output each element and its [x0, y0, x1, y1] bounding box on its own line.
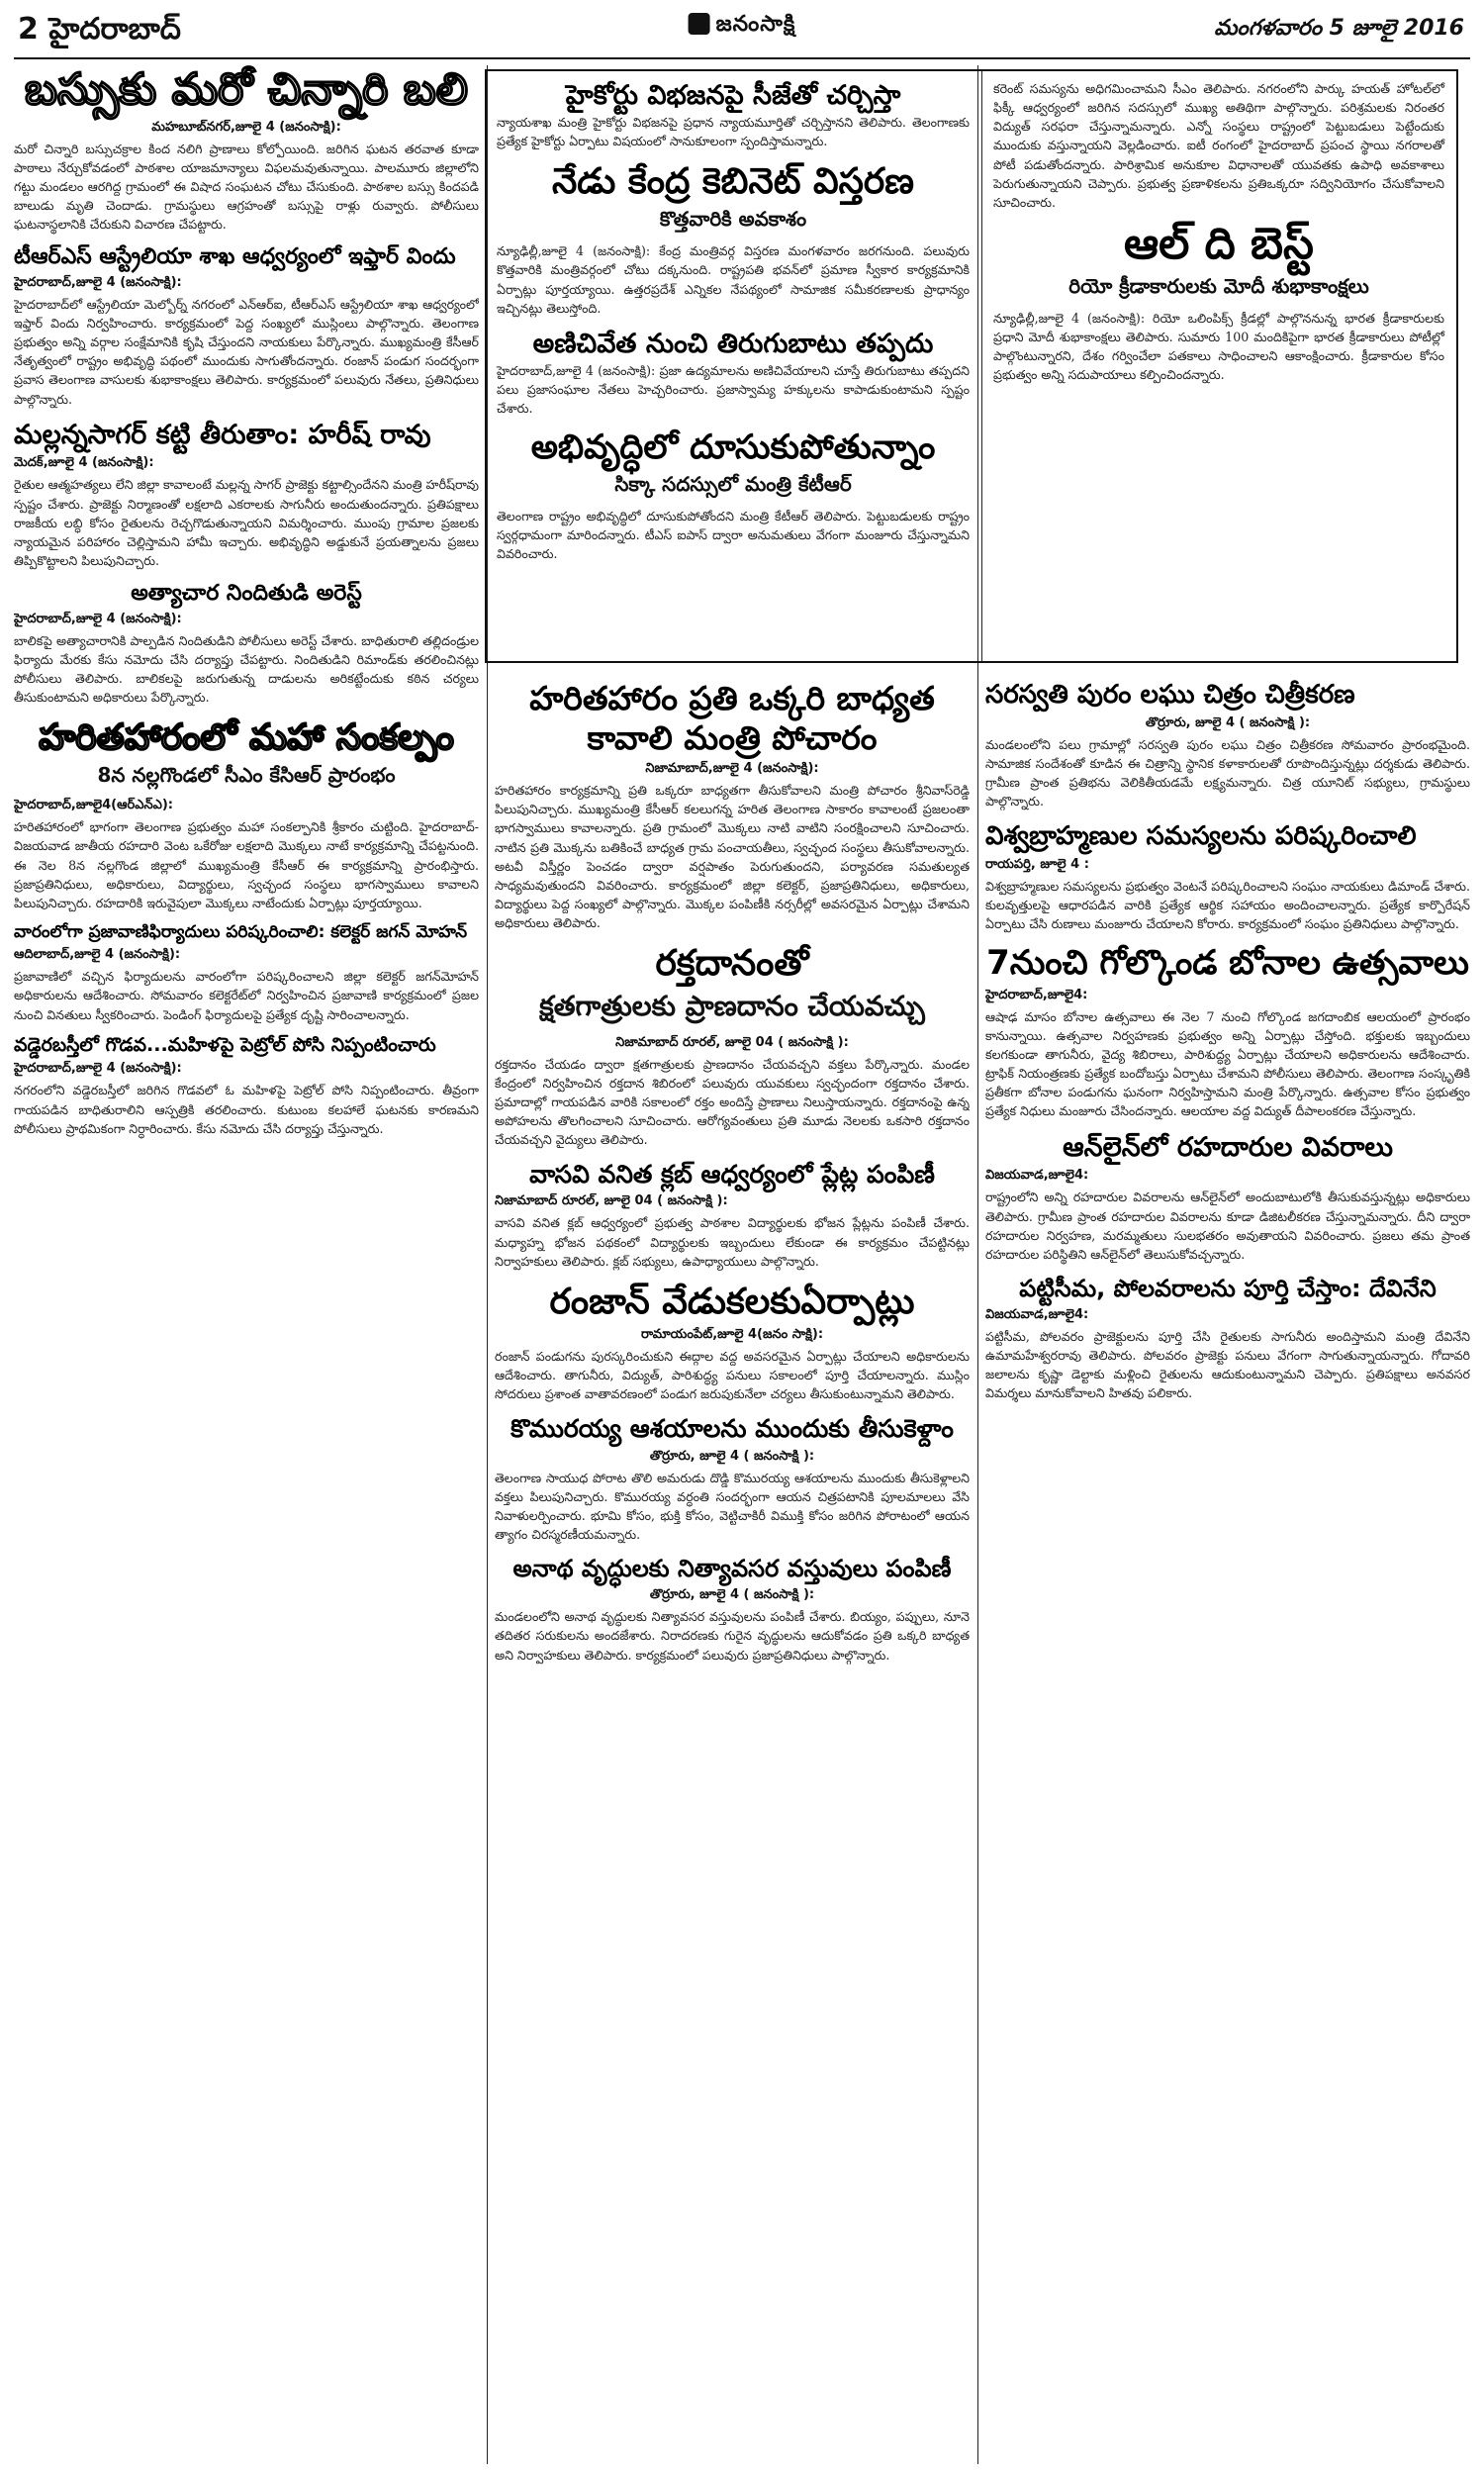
- headline: నేడు కేంద్ర కెబినెట్‌ విస్తరణ: [552, 161, 914, 203]
- headline: వాసవి వనిత క్లబ్‌ ఆధ్వర్యంలో ప్లేట్ల పంపిణీ: [529, 1160, 935, 1189]
- dateline: మహబూబ్‌నగర్,జూలై 4 (జనంసాక్షి):: [151, 119, 341, 135]
- headline: అణిచివేత నుంచి తిరుగుబాటు తప్పదు: [532, 328, 934, 359]
- story-elderly: [495, 1554, 970, 1664]
- subheadline: కొత్తవారికి అవకాశం: [659, 207, 807, 232]
- dateline: తొర్రూరు, జూలై 4 ( జనంసాక్షి ):: [1145, 714, 1311, 730]
- story-haritha-haram-cm: [14, 716, 479, 912]
- story-development: [497, 428, 970, 563]
- right-column: [985, 679, 1470, 2464]
- story-haritha-haram-pocharam: [495, 679, 970, 932]
- story-cabinet: [497, 160, 970, 318]
- dateline: నిజామాబాద్‌ రూరల్‌, జూలై 04 ( జనంసాక్షి ):: [495, 1193, 728, 1209]
- subheadline: సిక్కా సదస్సులో మంత్రి కేటీఆర్‌: [614, 471, 852, 496]
- headline: మల్లన్నసాగర్‌ కట్టి తీరుతాం: హరీష్‌ రావు: [14, 419, 431, 450]
- dateline: హైదరాబాద్‌,జూలై 4 (జనంసాక్షి):: [14, 274, 182, 290]
- story-body: తెలంగాణ రాష్ట్రం అభివృద్ధిలో దూసుకుపోతోందని మంత్రి కేటీఆర్‌ తెలిపారు. పెట్టుబడులకు రాష్ట్రం స్వర్గధామంగా మారిందన్నారు. టీఎస్‌ ఐపాస్‌ ద్వారా అనుమతులు వేగంగా మంజూరు చేస్తున్నామని వివరించారు.: [497, 508, 970, 562]
- story-iftar: [14, 243, 479, 408]
- headline: రక్తదానంతో: [655, 943, 809, 985]
- story-body: న్యాయశాఖ మంత్రి హైకోర్టు విభజనపై ప్రధాన న్యాయమూర్తితో చర్చిస్తానని తెలిపారు. తెలంగాణకు ప్రత్యేక హైకోర్టు ఏర్పాటు విషయంలో సానుకూలంగా స్పందిస్తామన్నారు.: [497, 114, 970, 148]
- story-body: రంజాన్‌ పండుగను పురస్కరించుకుని ఈద్గాల వద్ద అవసరమైన ఏర్పాట్లు చేయాలని అధికారులను ఆదేశించారు. తాగునీరు, విద్యుత్‌, పారిశుద్ధ్య పనులు సకాలంలో పూర్తి చేయాలన్నారు. ముస్లిం సోదరులు ప్రశాంత వాతావరణంలో పండుగ జరుపుకునేలా చర్యలు తీసుకుంటున్నామని తెలిపారు.: [495, 1349, 970, 1402]
- story-body: నగరంలోని వడ్డెరబస్తీలో జరిగిన గొడవలో ఓ మహిళపై పెట్రోల్‌ పోసి నిప్పంటించారు. తీవ్రంగా గాయపడిన బాధితురాలిని ఆస్పత్రికి తరలించారు. కుటుంబ కలహాలే ఘటనకు కారణమని పోలీసులు ప్రాథమికంగా నిర్ధారించారు. కేసు నమోదు చేసి దర్యాప్తు చేస్తున్నారు.: [14, 1083, 479, 1136]
- headline: 7నుంచి గోల్కొండ బోనాల ఉత్సవాలు: [986, 942, 1469, 983]
- headline: అనాథ వృద్ధులకు నిత్యావసర వస్తువులు పంపిణీ: [512, 1555, 952, 1583]
- story-suppression: [497, 328, 970, 418]
- headline: విశ్వబ్రాహ్మణుల సమస్యలను పరిష్కరించాలి: [985, 821, 1417, 852]
- story-body: పట్టిసీమ, పోలవరం ప్రాజెక్టులను పూర్తి చేసి రైతులకు సాగునీరు అందిస్తామని మంత్రి దేవినేని ఉమామహేశ్వరరావు తెలిపారు. పోలవరం ప్రాజెక్టు పనులు వేగంగా సాగుతున్నాయన్నారు. గోదావరి జలాలను కృష్ణా డెల్టాకు మళ్లించి రైతులను ఆదుకుంటున్నామని చెప్పారు. ప్రతిపక్షాలు అనవసర విమర్శలు మానుకోవాలని హితవు పలికారు.: [985, 1328, 1470, 1401]
- story-body: విశ్వబ్రాహ్మణుల సమస్యలను ప్రభుత్వం వెంటనే పరిష్కరించాలని సంఘం నాయకులు డిమాండ్‌ చేశారు. కులవృత్తులపై ఆధారపడిన వారికి ప్రత్యేక ఆర్థిక సహాయం అందించాలన్నారు. ప్రత్యేక కార్పొరేషన్‌ ఏర్పాటు చేసి రుణాలు మంజూరు చేయాలని కోరారు. కార్యక్రమంలో సంఘం ప్రతినిధులు పాల్గొన్నారు.: [985, 878, 1470, 931]
- story-body: వాసవి వనిత క్లబ్‌ ఆధ్వర్యంలో ప్రభుత్వ పాఠశాల విద్యార్థులకు భోజన ప్లేట్లను పంపిణీ చేశారు. మధ్యాహ్న భోజన పథకంలో విద్యార్థులకు ఇబ్బందులు లేకుండా ఈ కార్యక్రమం చేపట్టినట్లు నిర్వాహకులు తెలిపారు. క్లబ్‌ సభ్యులు, ఉపాధ్యాయులు పాల్గొన్నారు.: [495, 1215, 970, 1269]
- story-body: బాలికపై అత్యాచారానికి పాల్పడిన నిందితుడిని పోలీసులు అరెస్ట్‌ చేశారు. బాధితురాలి తల్లిదండ్రుల ఫిర్యాదు మేరకు కేసు నమోదు చేసి దర్యాప్తు చేపట్టారు. నిందితుడిని రిమాండ్‌కు తరలించినట్లు పోలీసులు తెలిపారు. బాలికలపై జరుగుతున్న దాడులను అరికట్టేందుకు కఠిన చర్యలు తీసుకుంటామని అధికారులు పేర్కొన్నారు.: [14, 632, 479, 706]
- story-bus-accident: [14, 65, 479, 234]
- story-body: రాష్ట్రంలోని అన్ని రహదారుల వివరాలను ఆన్‌లైన్‌లో అందుబాటులోకి తీసుకువస్తున్నట్లు అధికారులు తెలిపారు. గ్రామీణ ప్రాంత రహదారుల వివరాలను కూడా డిజిటలీకరణ చేస్తున్నామన్నారు. దీని ద్వారా రహదారుల నిర్వహణ, మరమ్మతులు సులభతరం అవుతాయని వివరించారు. ప్రజలు తమ ప్రాంత రహదారుల పరిస్థితిని ఆన్‌లైన్‌లో తెలుసుకోవచ్చన్నారు.: [985, 1189, 1470, 1262]
- headline: ఆన్‌లైన్‌లో రహదారుల వివరాలు: [1063, 1131, 1393, 1163]
- story-body: ఆషాఢ మాసం బోనాల ఉత్సవాలు ఈ నెల 7 నుంచి గోల్కొండ జగదాంబిక ఆలయంలో ప్రారంభం కానున్నాయి. ఉత్సవాల నిర్వహణకు ప్రభుత్వం అన్ని ఏర్పాట్లు చేస్తోంది. భక్తులకు ఇబ్బందులు కలగకుండా తాగునీరు, వైద్య శిబిరాలు, పారిశుద్ధ్య ఏర్పాట్లు చేయాలని అధికారులను ఆదేశించారు. ట్రాఫిక్‌ నియంత్రణకు ప్రత్యేక బందోబస్తు ఏర్పాటు చేశామని పోలీసులు తెలిపారు. తెలంగాణ సంస్కృతికి ప్రతీకగా బోనాల పండుగను ఘనంగా నిర్వహిస్తామని మంత్రి పేర్కొన్నారు. ఉత్సవాల కోసం ప్రభుత్వం ప్రత్యేక నిధులు మంజూరు చేసిందన్నారు. ఆలయాల వద్ద విద్యుత్‌ దీపాలంకరణ చేస్తున్నారు.: [985, 1008, 1470, 1119]
- story-body: మండలంలోని పలు గ్రామాల్లో సరస్వతి పురం లఘు చిత్రం చిత్రీకరణ సోమవారం ప్రారంభమైంది. సామాజిక సందేశంతో కూడిన ఈ చిత్రాన్ని స్థానిక కళాకారులతో రూపొందిస్తున్నట్లు దర్శకుడు తెలిపారు. గ్రామీణ ప్రాంత ప్రతిభను వెలికితీయడమే లక్ష్యమన్నారు. చిత్ర యూనిట్‌ సభ్యులు, గ్రామస్థులు పాల్గొన్నారు.: [985, 736, 1470, 809]
- dateline: ఆదిలాబాద్‌,జూలై 4 (జనంసాక్షి):: [14, 947, 181, 963]
- dateline: విజయవాడ,జూలై4:: [985, 1306, 1089, 1322]
- story-online-roads: [985, 1131, 1470, 1264]
- dateline: మెదక్‌,జూలై 4 (జనంసాక్షి):: [14, 455, 154, 471]
- dateline: హైదరాబాద్‌,జూలై4(ఆర్‌ఎన్‌ఎ):: [14, 798, 173, 813]
- page-label: 2 హైదరాబాద్: [18, 12, 181, 47]
- story-saraswathi-puram: [985, 679, 1470, 810]
- story-body: మరో చిన్నారి బస్సుచక్రాల కింద నలిగి ప్రాణాలు కోల్పోయింది. జరిగిన ఘటన తరవాత కూడా పాఠాలు నేర్చుకోవడంలో పాఠశాల యాజమాన్యాలు విఫలమవుతున్నాయి. పాలమూరు జిల్లాలోని గట్టు మండలం ఆరగిద్ద గ్రామంలో ఈ విషాద సంఘటన చోటు చేసుకుంది. పాఠశాల బస్సు కిందపడి బాలుడు మృతి చెందాడు. గ్రామస్థులు ఆగ్రహంతో బస్సుపై రాళ్లు రువ్వారు. పోలీసులు ఘటనాస్థలానికి చేరుకుని విచారణ చేపట్టారు.: [14, 141, 479, 233]
- boxed-left: [497, 79, 970, 573]
- story-body: హైదరాబాద్‌లో ఆస్ట్రేలియా మెల్బోర్న్‌ నగరంలో ఎన్‌ఆర్‌ఐ, టీఆర్‌ఎస్‌ ఆస్ట్రేలియా శాఖ ఆధ్వర్యంలో ఇఫ్తార్‌ విందు నిర్వహించారు. కార్యక్రమంలో పెద్ద సంఖ్యలో ముస్లింలు పాల్గొన్నారు. తెలంగాణ ప్రభుత్వం అన్ని వర్గాల సంక్షేమానికి కృషి చేస్తుందని నాయకులు పేర్కొన్నారు. ముఖ్యమంత్రి కేసీఆర్‌ నేతృత్వంలో రాష్ట్రం అభివృద్ధి పథంలో ముందుకు సాగుతోందన్నారు. రంజాన్‌ పండుగ సందర్భంగా ప్రవాస తెలంగాణ వాసులకు శుభాకాంక్షలు తెలిపారు. కార్యక్రమంలో పలువురు నేతలు, ప్రతినిధులు పాల్గొన్నారు.: [14, 296, 479, 407]
- headline: హరితహారం ప్రతి ఒక్కరి బాధ్యత కావాలి మంత్రి పోచారం: [529, 679, 935, 757]
- headline: బస్సుకు మరో చిన్నారి బలి: [25, 65, 468, 115]
- story-mallannasagar: [14, 419, 479, 570]
- headline: హరితహారంలో మహా సంకల్పం: [39, 717, 454, 759]
- dateline: తొర్రూరు, జూలై 4 ( జనంసాక్షి ):: [649, 1448, 815, 1464]
- story-blood-donation: [495, 942, 970, 1149]
- masthead: [14, 0, 1470, 59]
- headline: అత్యాచార నిందితుడి అరెస్ట్‌: [131, 581, 362, 607]
- dateline: హైదరాబాద్‌,జూలై 4 (జనంసాక్షి):: [14, 1061, 182, 1077]
- dateline: విజయవాడ,జూలై4:: [985, 1168, 1089, 1184]
- left-column: [14, 65, 479, 2464]
- headline: హైకోర్టు విభజనపై సీజేతో చర్చిస్తా: [565, 80, 901, 111]
- story-body: ప్రజావాణిలో వచ్చిన ఫిర్యాదులను వారంలోగా పరిష్కరించాలని జిల్లా కలెక్టర్‌ జగన్‌మోహన్‌ అధికారులను ఆదేశించారు. సోమవారం కలెక్టరేట్‌లో నిర్వహించిన ప్రజావాణి కార్యక్రమంలో ప్రజల నుంచి వినతులు స్వీకరించారు. పెండింగ్‌ ఫిర్యాదులపై ప్రత్యేక దృష్టి సారించాలన్నారు.: [14, 969, 479, 1022]
- story-body: హైదరాబాద్‌,జూలై 4 (జనంసాక్షి): ప్రజా ఉద్యమాలను అణిచివేయాలని చూస్తే తిరుగుబాటు తప్పదని పలు ప్రజాసంఘాల నేతలు హెచ్చరించారు. ప్రజాస్వామ్య హక్కులను కాపాడుకుంటామని స్పష్టం చేశారు.: [497, 362, 970, 416]
- subheadline: 8న నల్లగొండలో సీఎం కేసిఆర్‌ ప్రారంభం: [97, 763, 396, 788]
- boxed-right: [993, 79, 1444, 394]
- story-body-continued: కరెంట్‌ సమస్యను అధిగమించామని సీఎం తెలిపారు. నగరంలోని పార్కు హయత్‌ హోటల్‌లో ఫిక్కీ ఆధ్వర్యంలో జరిగిన సదస్సులో ముఖ్య అతిథిగా పాల్గొన్నారు. పరిశ్రమలకు నిరంతర విద్యుత్‌ సరఫరా చేస్తున్నామన్నారు. ఎన్నో సంస్థలు రాష్ట్రంలో పెట్టుబడులు పెట్టేందుకు ముందుకు వస్తున్నాయని వెల్లడించారు. ఐటీ రంగంలో హైదరాబాద్‌ ప్రపంచ స్థాయి నగరాలతో పోటీ పడుతోందన్నారు. పారిశ్రామిక అనుకూల విధానాలతో యువతకు ఉపాధి అవకాశాలు పెరుగుతున్నాయని చెప్పారు. ప్రభుత్వ ప్రణాళికలను ప్రతిఒక్కరూ సద్వినియోగం చేసుకోవాలని సూచించారు.: [993, 81, 1444, 210]
- headline: ఆల్‌ ది బెస్ట్‌: [1124, 218, 1314, 269]
- story-prajavani: [14, 922, 479, 1024]
- dateline: హైదరాబాద్‌,జూలై4:: [985, 987, 1088, 1002]
- subheadline: రియో క్రీడాకారులకు మోదీ శుభాకాంక్షలు: [1068, 273, 1369, 298]
- headline: కొమురయ్య ఆశయాలను ముందుకు తీసుకెళ్దాం: [510, 1414, 954, 1444]
- dateline: రాయపర్తి, జూలై 4 :: [985, 856, 1089, 872]
- middle-column: [495, 679, 970, 2464]
- story-body: న్యూఢిల్లీ,జూలై 4 (జనంసాక్షి): కేంద్ర మంత్రివర్గ విస్తరణ మంగళవారం జరగనుంది. పలువురు కొత్తవారికి మంత్రివర్గంలో చోటు దక్కనుంది. రాష్ట్రపతి భవన్‌లో ప్రమాణ స్వీకార కార్యక్రమానికి ఏర్పాట్లు పూర్తయ్యాయి. ఉత్తరప్రదేశ్‌ ఎన్నికల నేపథ్యంలో సామాజిక సమీకరణాలకు ప్రాధాన్యం ఇచ్చినట్లు తెలుస్తోంది.: [497, 243, 970, 316]
- story-high-court: [497, 79, 970, 150]
- paper-name: [689, 12, 796, 42]
- story-body: మండలంలోని అనాథ వృద్ధులకు నిత్యావసర వస్తువులను పంపిణీ చేశారు. బియ్యం, పప్పులు, నూనె తదితర సరుకులను అందజేశారు. నిరాదరణకు గురైన వృద్ధులను ఆదుకోవడం ప్రతి ఒక్కరి బాధ్యత అని నిర్వాహకులు తెలిపారు. కార్యక్రమంలో పలువురు ప్రజాప్రతినిధులు పాల్గొన్నారు.: [495, 1609, 970, 1663]
- story-body: న్యూఢిల్లీ,జూలై 4 (జనంసాక్షి): రియో ఒలింపిక్స్‌ క్రీడల్లో పాల్గొననున్న భారత క్రీడాకారులకు ప్రధాని మోదీ శుభాకాంక్షలు తెలిపారు. సుమారు 100 మందికిపైగా భారత క్రీడాకారులు పోటీల్లో పాల్గొంటున్నారని, దేశం గర్వించేలా పతకాలు సాధించాలని ఆకాంక్షించారు. క్రీడాకారుల కోసం ప్రభుత్వం అన్ని సదుపాయాలు కల్పించిందన్నారు.: [993, 310, 1444, 382]
- story-body: హరితహారం కార్యక్రమాన్ని ప్రతి ఒక్కరూ బాధ్యతగా తీసుకోవాలని మంత్రి పోచారం శ్రీనివాస్‌రెడ్డి పిలుపునిచ్చారు. ముఖ్యమంత్రి కేసీఆర్‌ కలలుగన్న హరిత తెలంగాణ సాకారం కావాలంటే ప్రజలంతా భాగస్వాములు కావాలన్నారు. ప్రతి గ్రామంలో మొక్కలు నాటి వాటిని సంరక్షించాలని సూచించారు. నాటిన ప్రతి మొక్కను బతికించే బాధ్యత గ్రామ పంచాయతీలు, స్వచ్ఛంద సంస్థలు తీసుకోవాలన్నారు. అటవీ విస్తీర్ణం పెంచడం ద్వారా వర్షపాతం పెరుగుతుందని, పర్యావరణ సమతుల్యత సాధ్యమవుతుందని వివరించారు. కార్యక్రమంలో జిల్లా కలెక్టర్‌, ప్రజాప్రతినిధులు, అధికారులు, విద్యార్థులు పెద్ద సంఖ్యలో పాల్గొన్నారు. మొక్కల పంపిణీకి నర్సరీల్లో అవసరమైన ఏర్పాట్లు చేశామని అధికారులు తెలిపారు.: [495, 783, 970, 931]
- headline: వారంలోగా ప్రజావాణిఫిర్యాదులు పరిష్కరించాలి: కలెక్టర్‌ జగన్‌ మోహన్‌: [14, 922, 468, 943]
- headline: వడ్డెరబస్తీలో గొడవ...మహిళపై పెట్రోల్‌ పోసి నిప్పంటించారు: [14, 1033, 436, 1056]
- story-pattiseema: [985, 1274, 1470, 1403]
- story-ramzan: [495, 1281, 970, 1404]
- dateline: నిజామాబాద్‌ రూరల్‌, జూలై 04 ( జనంసాక్షి ):: [615, 1034, 849, 1050]
- headline: అభివృద్ధిలో దూసుకుపోతున్నాం: [530, 427, 936, 467]
- paper-logo-icon: [689, 13, 710, 35]
- story-vadderabasti: [14, 1034, 479, 1138]
- dateline: తొర్రూరు, జూలై 4 ( జనంసాక్షి ):: [649, 1587, 815, 1603]
- date-line: మంగళవారం 5 జూలై 2016: [1214, 16, 1464, 41]
- dateline: రామాయంపేట్‌,జూలై 4(జనం సాక్షి):: [640, 1327, 824, 1343]
- story-vishwabrahmin: [985, 820, 1470, 933]
- story-vasavi-club: [495, 1159, 970, 1271]
- subheadline: క్షతగాత్రులకు ప్రాణదానం చేయవచ్చు: [539, 989, 925, 1022]
- story-body: హరితహారంలో భాగంగా తెలంగాణ ప్రభుత్వం మహా సంకల్పానికి శ్రీకారం చుట్టింది. హైదరాబాద్‌-విజయవాడ జాతీయ రహదారి వెంట ఒకేరోజు లక్షలాది మొక్కలు నాటే కార్యక్రమాన్ని చేపట్టనుంది. ఈ నెల 8న నల్లగొండ జిల్లాలో ముఖ్యమంత్రి కేసీఆర్‌ ఈ కార్యక్రమాన్ని ప్రారంభిస్తారు. ప్రజాప్రతినిధులు, అధికారులు, విద్యార్థులు, స్వచ్ఛంద సంస్థలు భాగస్వాములు కావాలని పిలుపునిచ్చారు. రహదారికి ఇరువైపులా మొక్కలు నాటేందుకు ఏర్పాట్లు పూర్తయ్యాయి.: [14, 819, 479, 910]
- headline: పట్టిసీమ, పోలవరాలను పూర్తి చేస్తాం: దేవినేని: [1019, 1274, 1437, 1302]
- story-arrest: [14, 580, 479, 707]
- headline: సరస్వతి పురం లఘు చిత్రం చిత్రీకరణ: [985, 680, 1355, 710]
- boxed-divider: [981, 71, 982, 661]
- headline: రంజాన్‌ వేడుకలకుఏర్పాట్లు: [549, 1281, 915, 1322]
- dateline: హైదరాబాద్‌,జూలై 4 (జనంసాక్షి):: [14, 611, 182, 626]
- story-komuraiah: [495, 1413, 970, 1544]
- paper-name-text: జనంసాక్షి: [715, 12, 796, 37]
- story-golconda-bonalu: [985, 943, 1470, 1121]
- story-body: రక్తదానం చేయడం ద్వారా క్షతగాత్రులకు ప్రాణదానం చేయవచ్చని వక్తలు పేర్కొన్నారు. మండల కేంద్రంలో నిర్వహించిన రక్తదాన శిబిరంలో పలువురు యువకులు స్వచ్ఛందంగా రక్తదానం చేశారు. ప్రమాదాల్లో గాయపడిన వారికి సకాలంలో రక్తం అందిస్తే ప్రాణాలు నిలుస్తాయన్నారు. రక్తదానంపై ఉన్న అపోహలను తొలగించాలని సూచించారు. ఆరోగ్యవంతులు ప్రతి మూడు నెలలకు ఒకసారి రక్తదానం చేయవచ్చని వైద్యులు తెలిపారు.: [495, 1056, 970, 1148]
- story-all-the-best: [993, 220, 1444, 384]
- headline: టీఆర్‌ఎస్‌ ఆస్ట్రేలియా శాఖ ఆధ్వర్యంలో ఇఫ్తార్‌ విందు: [14, 244, 456, 270]
- story-body: రైతుల ఆత్మహత్యలు లేని జిల్లా కావాలంటే మల్లన్న సాగర్‌ ప్రాజెక్టు కట్టాల్సిందేనని మంత్రి హరీష్‌రావు స్పష్టం చేశారు. ప్రాజెక్టు నిర్మాణంతో లక్షలాది ఎకరాలకు సాగునీరు అందుతుందన్నారు. ప్రతిపక్షాలు రాజకీయ లబ్ధి కోసం రైతులను రెచ్చగొడుతున్నాయని విమర్శించారు. ముంపు గ్రామాల ప్రజలకు న్యాయమైన పరిహారం చెల్లిస్తామని హామీ ఇచ్చారు. అభివృద్ధిని అడ్డుకునే ప్రయత్నాలను ప్రజలు తిప్పికొట్టాలని పిలుపునిచ్చారు.: [14, 477, 479, 568]
- story-body: తెలంగాణ సాయుధ పోరాట తొలి అమరుడు దొడ్డి కొమురయ్య ఆశయాలను ముందుకు తీసుకెళ్లాలని వక్తలు పిలుపునిచ్చారు. కొమురయ్య వర్ధంతి సందర్భంగా ఆయన చిత్రపటానికి పూలమాలలు వేసి నివాళులర్పించారు. భూమి కోసం, భుక్తి కోసం, వెట్టిచాకిరీ విముక్తి కోసం జరిగిన పోరాటంలో ఆయన త్యాగం చిరస్మరణీయమన్నారు.: [495, 1470, 970, 1543]
- boxed-news-panel: [485, 69, 1458, 663]
- dateline: నిజామాబాద్‌,జూలై 4 (జనంసాక్షి):: [645, 761, 819, 777]
